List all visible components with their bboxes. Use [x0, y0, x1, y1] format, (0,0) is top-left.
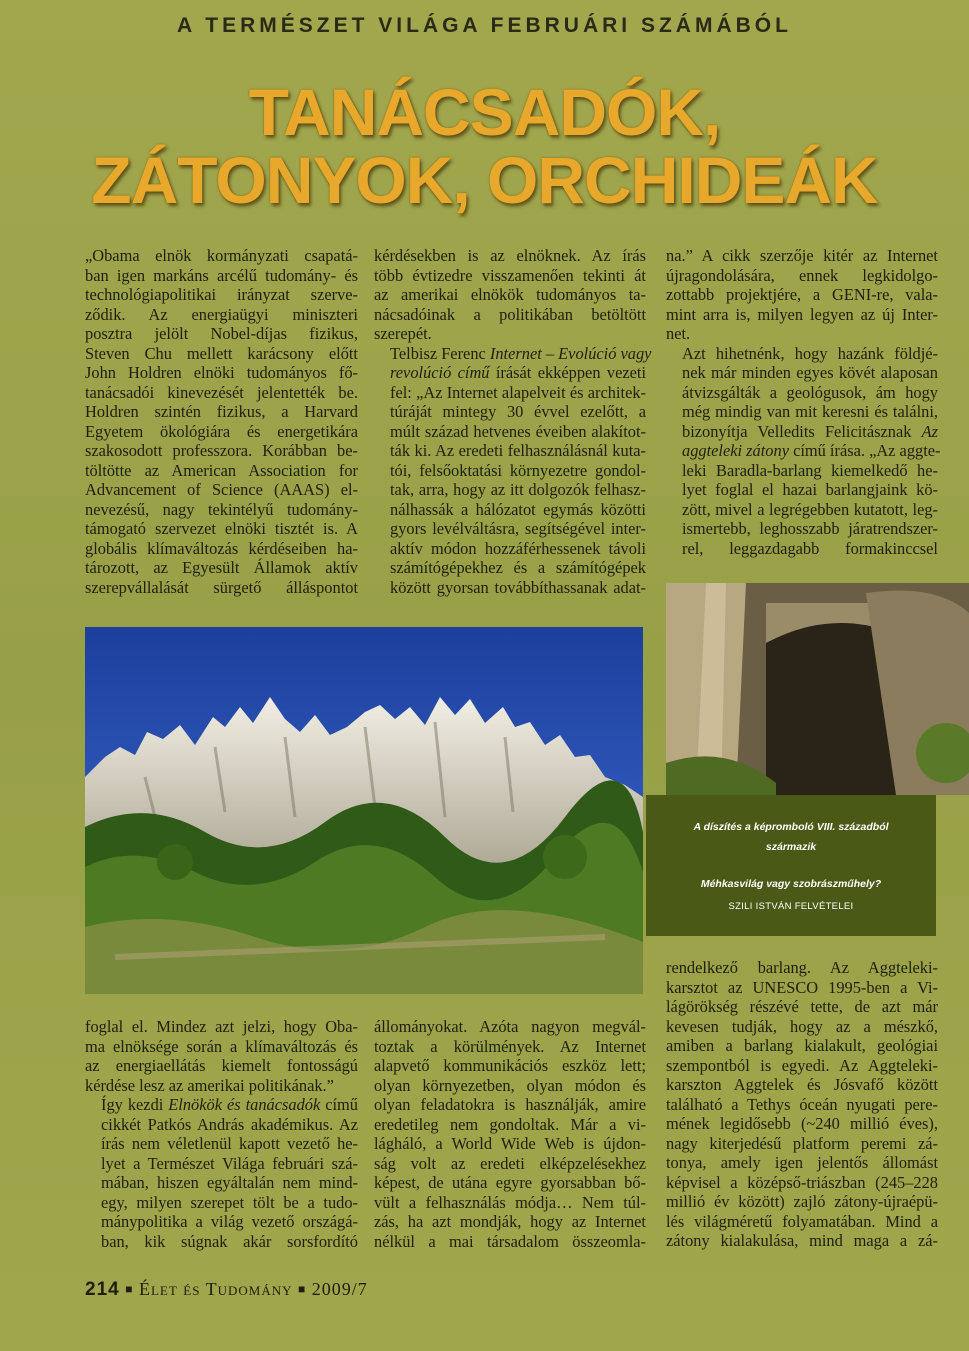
text-line: több évtizedre visszamenően tekinti át: [374, 265, 646, 285]
separator-square-icon: ■: [298, 1282, 307, 1296]
text-line: tak, arra, hogy az itt dolgozók felhasz-: [390, 480, 646, 499]
text-line: képest, de utána egyre gyorsabban bő-: [374, 1173, 646, 1192]
text-line: globális klímaváltozás kérdéseiben ha-: [85, 538, 358, 558]
text-line: lágörökség részévé tette, de azt már: [666, 997, 938, 1016]
text-line: Steven Chu mellett karácsony előtt: [85, 343, 358, 363]
text-line: rendelkező barlang. Az Aggteleki-: [666, 958, 938, 977]
text-line: toztak a körülmények. Az Internet: [374, 1036, 646, 1056]
text-line: lyet foglal el hazai barlangjaink kö-: [682, 480, 938, 499]
text-line: lés világméretű folyamatában. Mind a: [666, 1211, 938, 1231]
text-line: Azt hihetnénk, hogy hazánk földjé-: [682, 343, 938, 363]
text-line: „Obama elnök kormányzati csapatá-: [85, 246, 358, 265]
text-line: kérdése lesz az amerikai politikának.”: [85, 1075, 334, 1095]
text-line: ződik. Az energiaügyi miniszteri: [85, 304, 358, 324]
article-title: [0, 75, 969, 217]
text-line: nélkül a mai társadalom összeomla-: [374, 1231, 646, 1251]
text-line: képvisel a középső-triászban (245–228: [666, 1172, 938, 1192]
text-line: gyors levélváltásra, segítségével inter-: [390, 519, 646, 538]
title-line-1: TANÁCSADÓK,: [248, 75, 721, 149]
text-line: ismertebb, leghosszabb járatrendszer-: [682, 519, 938, 538]
text-line: még mindig van mit keresni és találni,: [682, 402, 938, 421]
text-line: az energiaellátás kiemelt fontosságú: [85, 1056, 358, 1075]
text-line: támogató szervezet elnöki tisztét is. A: [85, 519, 358, 538]
text-line: millió év között) zajló zátony-újraépü-: [666, 1192, 938, 1211]
text-line: zött, mivel a legrégebben kutatott, leg-: [682, 499, 938, 519]
caption-text: A díszítés a képromboló VIII. századból származik: [693, 821, 889, 853]
text-line: az amerikai elnökök tudományos ta-: [374, 285, 646, 304]
text-line: múlt század hetvenes éveiben alakítot-: [390, 421, 646, 441]
text-line: alapvető kommunikációs eszköz lett;: [374, 1056, 646, 1075]
text-line: leki Baradla-barlang kiemelkedő he-: [682, 460, 938, 480]
text-line: túráját mintegy 30 évvel ezelőtt, a: [390, 402, 646, 421]
text-line: nálhassák a hálózatot egymás közötti: [390, 499, 646, 519]
text-line: mában, hiszen egyáltalán nem mind-: [101, 1173, 358, 1192]
text-line: rel, leggazdagabb formakinccsel: [682, 538, 938, 558]
photo-credit: SZILI ISTVÁN FELVÉTELEI: [728, 901, 854, 912]
text-line: ták ki. Az eredeti felhasználásnál kuta-: [390, 441, 646, 460]
text-line: ban igen markáns arcélű tudomány- és: [85, 265, 358, 285]
text-line: olyan feladatokra is használják, amire: [374, 1095, 646, 1114]
text-line: lyet a Természet Világa februári szá-: [101, 1153, 358, 1173]
text-line: mint arra is, milyen legyen az új Inter-: [666, 304, 938, 324]
text-line: tanácsadói kinevezését jelentették be.: [85, 382, 358, 402]
text-line: vült a felhasználás módja… Nem túl-: [374, 1192, 646, 1212]
text-line: mánypolitika a világ vezető országá-: [101, 1212, 358, 1231]
text-line: Advancement of Science (AAAS) el-: [85, 480, 358, 499]
text-line: karsztot az UNESCO 1995-ben a Vi-: [666, 977, 938, 997]
cave-illustration: [666, 583, 969, 795]
paragraph: Telbisz Ferenc Internet – Evolúció vagy revolúció című írását ekképpen vezeti fel: „Az Internet alapelveit és architek- túráját mintegy 30 évvel ezelőtt, a múlt század hetvenes éveiben alakítot- ták ki. Az eredeti felhasználásnál kuta- tói, felsőoktatási környezetre gondol- tak, arra, hogy az itt dolgozók felhasz- nálhassák a hálózatot egymás közötti gyors levélváltásra, segítségével inter- aktív módon hozzáférhessenek távoli számítógépekhez és a számítógépek között gyorsan továbbíthassanak adat-: [374, 344, 646, 598]
text-line: karszton Aggtelek és Jósvafő között: [666, 1075, 938, 1094]
text-line: írás nem véletlenül kapott vezető he-: [101, 1134, 358, 1153]
text-line: tonya, amely igen jelentős állomást: [666, 1153, 938, 1172]
text-line: nácsadóinak a politikában betöltött: [374, 304, 646, 324]
text-line: szempontból is egyedi. Az Aggteleki-: [666, 1055, 938, 1075]
landscape-illustration: [85, 627, 643, 994]
text-line: átvizsgálták a geológusok, ám hogy: [682, 382, 938, 402]
text-line: cikkét Patkós András akadémikus. Az: [101, 1114, 358, 1134]
text-line: között gyorsan továbbíthassanak adat-: [390, 577, 646, 597]
title-line-2: ZÁTONYOK, ORCHIDEÁK: [91, 143, 878, 217]
text-line: mének legidősebb (~240 millió éves),: [666, 1114, 938, 1133]
text-line: egy, milyen szerepet tölt be a tudo-: [101, 1192, 358, 1212]
text-line: posztra jelölt Nobel-díjas fizikus,: [85, 324, 358, 343]
magazine-name: Élet és Tudomány: [138, 1279, 293, 1299]
text-line: ban, kik súgnak akár sorsfordító: [101, 1231, 358, 1251]
text-line: eredetileg nem gondoltak. Már a vi-: [374, 1114, 646, 1134]
text-line: található a Tethys óceán nyugati pere-: [666, 1094, 938, 1114]
text-line: zátony kialakulása, mind maga a zá-: [666, 1231, 938, 1250]
text-line: töltötte az American Association for: [85, 460, 358, 480]
column-2-bottom: [374, 1017, 646, 1251]
text-line: állományokat. Azóta nagyon megvál-: [374, 1017, 646, 1036]
photo-caption-box: [646, 795, 936, 936]
page-footer: [85, 1279, 368, 1301]
column-3-top: [666, 246, 941, 558]
text-line: szakosodott professzora. Korábban be-: [85, 441, 358, 460]
text-line: Holdren szintén fizikus, a Harvard: [85, 402, 358, 421]
text-line: net.: [666, 324, 691, 343]
issue-number: 2009/7: [311, 1279, 368, 1299]
text-line: fel: „Az Internet alapelveit és architek-: [390, 382, 646, 402]
text-line: tói, felsőoktatási környezetre gondol-: [390, 460, 646, 480]
text-line: John Holdren elnöki tudományos fő-: [85, 363, 358, 382]
text-line: ma elnöksége során a klímaváltozás és: [85, 1036, 358, 1056]
text-line: tározott, az Egyesült Államok aktív: [85, 558, 358, 577]
text-line: amiben a barlang kialakult, geológiai: [666, 1036, 938, 1055]
text-line: zás, ha azt mondják, hogy az Internet: [374, 1212, 646, 1231]
text-line: foglal el. Mindez azt jelzi, hogy Oba-: [85, 1017, 358, 1036]
text-line: szerepvállalását sürgető álláspontot: [85, 577, 358, 597]
paragraph: Azt hihetnénk, hogy hazánk földjé- nek már minden egyes kövét alaposan átvizsgálták a geológusok, ám hogy még mindig van mit keresni és találni, bizonyítja Velledits Felicitásznak Az aggteleki zátony című írása. „Az aggte- leki Baradla-barlang kiemelkedő he- lyet foglal el hazai barlangjaink kö- zött, mivel a legrégebben kutatott, leg- ismertebb, leghosszabb járatrendszer- rel, leggazdagabb formakinccsel: [666, 344, 938, 559]
text-line: kevesen tudják, hogy az a mészkő,: [666, 1016, 938, 1036]
text-line: technológiapolitikai irányzat szerve-: [85, 285, 358, 304]
paragraph: Így kezdi Elnökök és tanácsadók című cikkét Patkós András akadémikus. Az írás nem véletlenül kapott vezető he- lyet a Természet Világa februári szá- mában, hiszen egyáltalán nem mind- egy, milyen szerepet tölt be a tudo- mánypolitika a világ vezető országá- ban, kik súgnak akár sorsfordító: [85, 1095, 358, 1251]
text-line: lágháló, a World Wide Web is újdon-: [374, 1134, 646, 1153]
caption-text-2: Méhkasvilág vagy szobrászműhely?: [700, 878, 882, 890]
text-line: nek már minden egyes kövét alaposan: [682, 363, 938, 382]
separator-square-icon: ■: [125, 1282, 134, 1296]
column-3-bottom: [666, 958, 938, 1251]
cave-dwelling-photo: [666, 583, 969, 795]
text-line: na.” A cikk szerzője kitér az Internet: [666, 246, 938, 265]
text-line: újragondolására, ennek legkidolgo-: [666, 265, 938, 285]
text-line: Egyetem ökológiára és energetikára: [85, 421, 358, 441]
column-2-top: [374, 246, 652, 597]
section-kicker: A TERMÉSZET VILÁGA FEBRUÁRI SZÁMÁBÓL: [177, 14, 792, 37]
text-line: ság volt az eredeti elképzelésekhez: [374, 1153, 646, 1173]
text-line: aktív módon hozzáférhessenek távoli: [390, 538, 646, 558]
text-line: olyan környezetben, olyan módon és: [374, 1075, 646, 1095]
text-line: zottabb projektjére, a GENI-re, vala-: [666, 285, 938, 304]
text-line: nevezésű, nagy tekintélyű tudomány-: [85, 499, 358, 519]
text-line: kérdésekben is az elnöknek. Az írás: [374, 246, 646, 265]
rock-formations-photo: [85, 627, 643, 994]
column-1-top: [85, 246, 358, 597]
text-line: számítógépekhez és a számítógépek: [390, 558, 646, 577]
column-1-bottom: [85, 1017, 358, 1251]
text-line: nagy kiterjedésű platform peremi zá-: [666, 1133, 938, 1153]
text-line: szerepét.: [374, 324, 432, 343]
page-number: 214: [85, 1279, 120, 1300]
